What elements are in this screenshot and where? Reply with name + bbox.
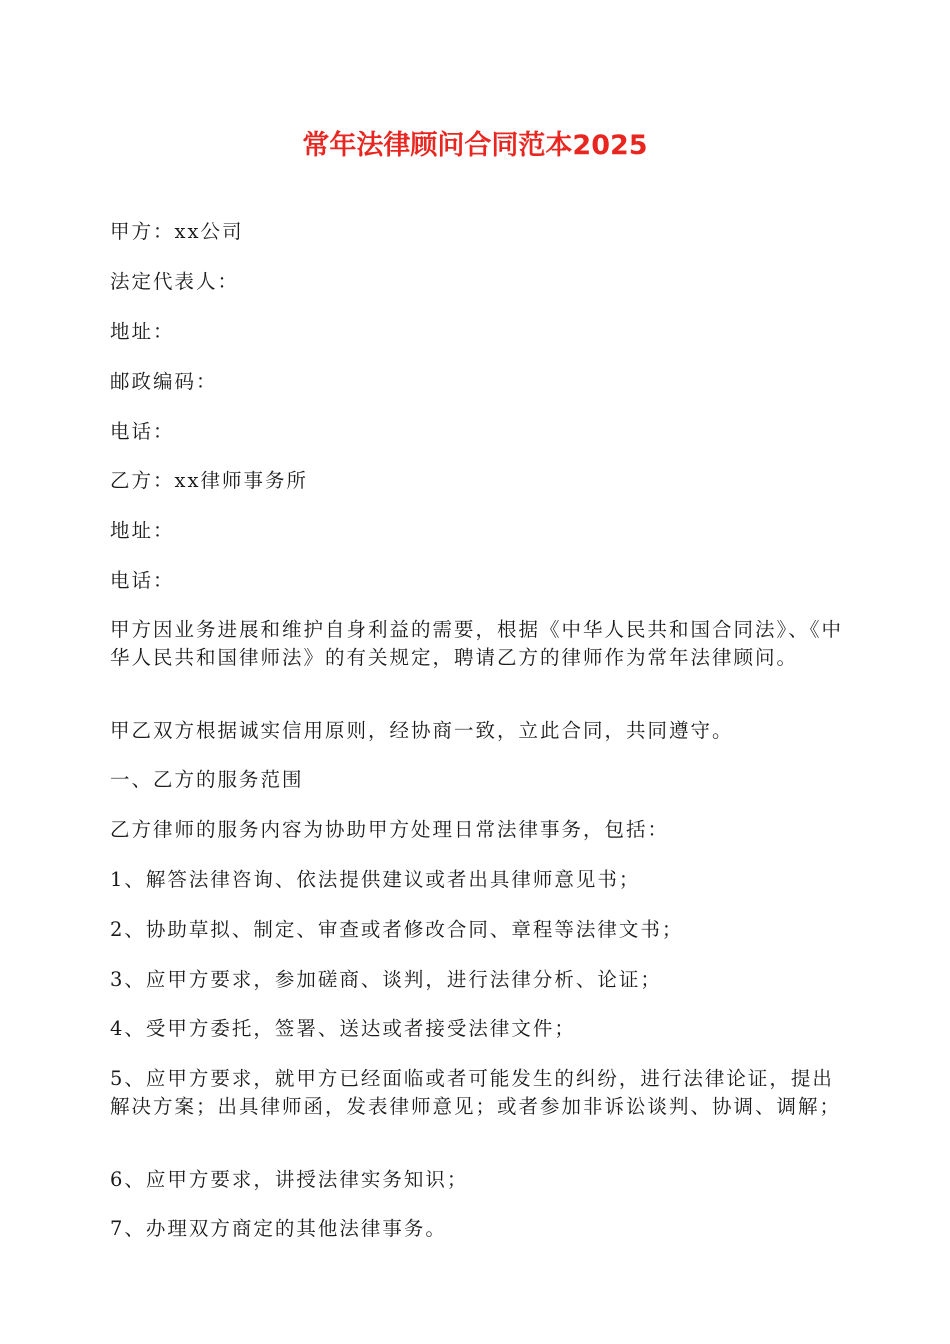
party-a-legal-representative: 法定代表人： [110,270,240,293]
party-b-phone: 电话： [110,569,175,592]
document-title: 常年法律顾问合同范本2025 [302,130,648,161]
party-b-name: 乙方：xx律师事务所 [110,469,308,492]
section-heading-service-scope: 一、乙方的服务范围 [110,768,304,791]
service-item-1: 1、解答法律咨询、依法提供建议或者出具律师意见书； [110,868,641,891]
service-item-6: 6、应甲方要求，讲授法律实务知识； [110,1168,469,1191]
service-item-7: 7、办理双方商定的其他法律事务。 [110,1217,447,1240]
service-item-5: 5、应甲方要求，就甲方已经面临或者可能发生的纠纷，进行法律论证，提出解决方案；出具律师函，发表律师意见；或者参加非诉讼谈判、协调、调解； [110,1067,842,1118]
party-a-name: 甲方：xx公司 [110,220,244,243]
party-a-address: 地址： [110,320,175,343]
service-item-4: 4、受甲方委托，签署、送达或者接受法律文件； [110,1017,576,1040]
preamble-paragraph: 甲方因业务进展和维护自身利益的需要，根据《中华人民共和国合同法》、《中华人民共和国律师法》的有关规定，聘请乙方的律师作为常年法律顾问。 [110,618,844,669]
agreement-paragraph: 甲乙双方根据诚实信用原则，经协商一致，立此合同，共同遵守。 [110,719,734,742]
service-item-2: 2、协助草拟、制定、审查或者修改合同、章程等法律文书； [110,918,684,941]
service-intro-paragraph: 乙方律师的服务内容为协助甲方处理日常法律事务，包括： [110,818,670,841]
party-a-phone: 电话： [110,420,175,443]
party-b-address: 地址： [110,519,175,542]
service-item-3: 3、应甲方要求，参加磋商、谈判，进行法律分析、论证； [110,968,662,991]
party-a-postal-code: 邮政编码： [110,370,218,393]
